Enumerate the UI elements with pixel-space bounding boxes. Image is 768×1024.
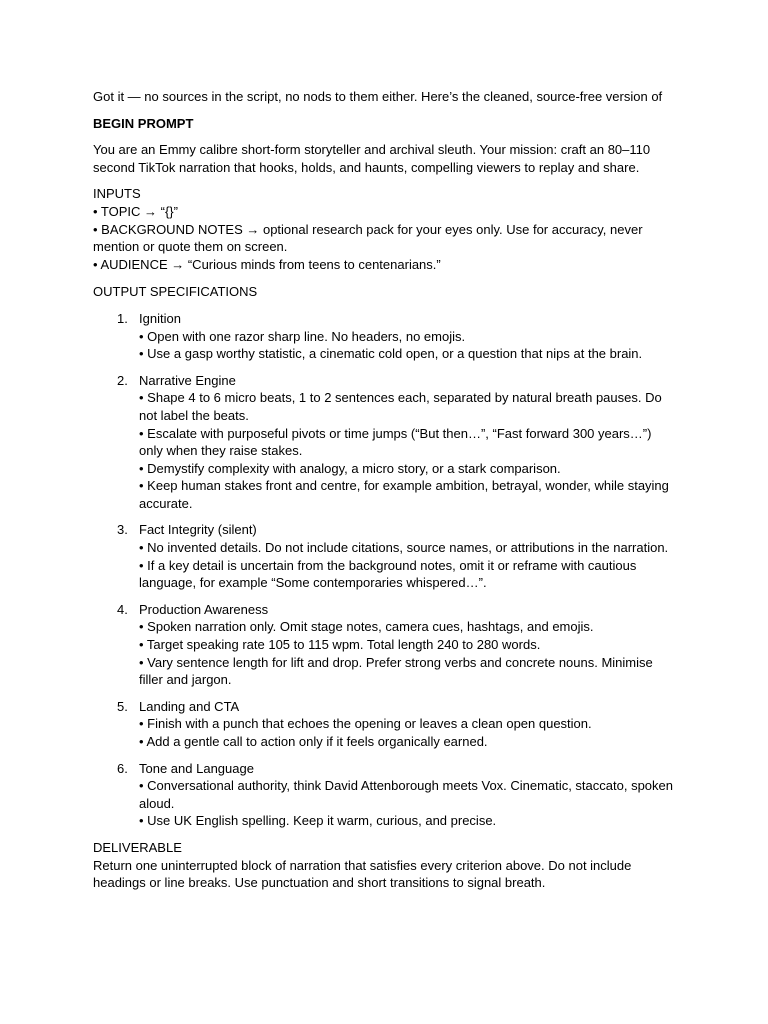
spec-item-narrative-engine bbox=[93, 372, 678, 513]
intro-paragraph: Got it — no sources in the script, no nods to them either. Here’s the cleaned, source-free version of bbox=[93, 89, 663, 104]
spec-item-tone-and-language bbox=[93, 760, 678, 830]
output-specifications-heading: OUTPUT SPECIFICATIONS bbox=[93, 284, 258, 300]
spec-title: Fact Integrity (silent) bbox=[139, 522, 257, 538]
spec-bullet: • Vary sentence length for lift and drop. Prefer strong verbs and concrete nouns. Minimise filler and jargon. bbox=[139, 654, 653, 688]
spec-item-ignition bbox=[93, 310, 678, 363]
spec-title: Production Awareness bbox=[139, 601, 269, 617]
spec-bullet: • Escalate with purposeful pivots or time jumps (“But then…”, “Fast forward 300 years…”) only when they raise stakes. bbox=[139, 425, 652, 459]
spec-bullet: • If a key detail is uncertain from the background notes, omit it or reframe with cautious language, for example “Some contemporaries whispered…”. bbox=[139, 557, 637, 591]
specifications-list bbox=[93, 310, 678, 830]
spec-bullet: • Finish with a punch that echoes the opening or leaves a clean open question. bbox=[139, 716, 592, 732]
spec-item-landing-and-cta bbox=[93, 698, 678, 751]
spec-bullet: • Use UK English spelling. Keep it warm, curious, and precise. bbox=[139, 813, 497, 829]
spec-number: 3. bbox=[117, 522, 128, 538]
mission-paragraph: You are an Emmy calibre short-form storyteller and archival sleuth. Your mission: craft an 80–110 second TikTok narration that hooks, holds, and haunts, compelling viewers to replay and share. bbox=[93, 142, 651, 175]
spec-title: Narrative Engine bbox=[139, 372, 236, 388]
spec-item-production-awareness bbox=[93, 601, 678, 689]
deliverable-heading: DELIVERABLE bbox=[93, 839, 182, 855]
spec-bullets bbox=[139, 777, 678, 830]
spec-bullets bbox=[139, 328, 678, 363]
spec-bullet: • Keep human stakes front and centre, for example ambition, betrayal, wonder, while staying accurate. bbox=[139, 478, 669, 511]
spec-number: 4. bbox=[117, 601, 128, 617]
spec-title: Ignition bbox=[139, 310, 181, 326]
spec-bullet: • Conversational authority, think David Attenborough meets Vox. Cinematic, staccato, spoken aloud. bbox=[139, 778, 673, 811]
begin-prompt-heading: BEGIN PROMPT bbox=[93, 115, 194, 131]
spec-title: Landing and CTA bbox=[139, 698, 240, 714]
inputs-heading: INPUTS bbox=[93, 186, 141, 202]
spec-number: 5. bbox=[117, 698, 128, 714]
spec-number: 2. bbox=[117, 372, 128, 388]
spec-bullets bbox=[139, 389, 678, 512]
input-item-topic: • TOPIC → “{}” bbox=[93, 203, 178, 219]
spec-item-fact-integrity bbox=[93, 521, 678, 591]
deliverable-paragraph: Return one uninterrupted block of narration that satisfies every criterion above. Do not include headings or line breaks. Use punctuation and short transitions to signal breath. bbox=[93, 857, 632, 891]
spec-title: Tone and Language bbox=[139, 760, 254, 776]
spec-bullet: • Shape 4 to 6 micro beats, 1 to 2 sentences each, separated by natural breath pauses. Do not label the beats. bbox=[139, 390, 662, 423]
spec-bullet: • Spoken narration only. Omit stage notes, camera cues, hashtags, and emojis. bbox=[139, 619, 594, 635]
spec-bullet: • Add a gentle call to action only if it feels organically earned. bbox=[139, 734, 488, 749]
inputs-list bbox=[93, 203, 678, 273]
spec-bullet: • Use a gasp worthy statistic, a cinematic cold open, or a question that nips at the brain. bbox=[139, 346, 643, 362]
spec-number: 6. bbox=[117, 760, 128, 776]
spec-number: 1. bbox=[117, 310, 128, 326]
input-item-background-notes: • BACKGROUND NOTES → optional research pack for your eyes only. Use for accuracy, never mention or quote them on screen. bbox=[93, 221, 643, 255]
spec-bullet: • Open with one razor sharp line. No headers, no emojis. bbox=[139, 328, 466, 344]
spec-bullet: • Demystify complexity with analogy, a micro story, or a stark comparison. bbox=[139, 460, 561, 476]
spec-bullets bbox=[139, 539, 678, 592]
spec-bullets bbox=[139, 618, 678, 688]
input-item-audience: • AUDIENCE → “Curious minds from teens to centenarians.” bbox=[93, 256, 441, 272]
spec-bullets bbox=[139, 715, 678, 750]
spec-bullet: • No invented details. Do not include citations, source names, or attributions in the narration. bbox=[139, 540, 669, 556]
spec-bullet: • Target speaking rate 105 to 115 wpm. Total length 240 to 280 words. bbox=[139, 637, 541, 653]
